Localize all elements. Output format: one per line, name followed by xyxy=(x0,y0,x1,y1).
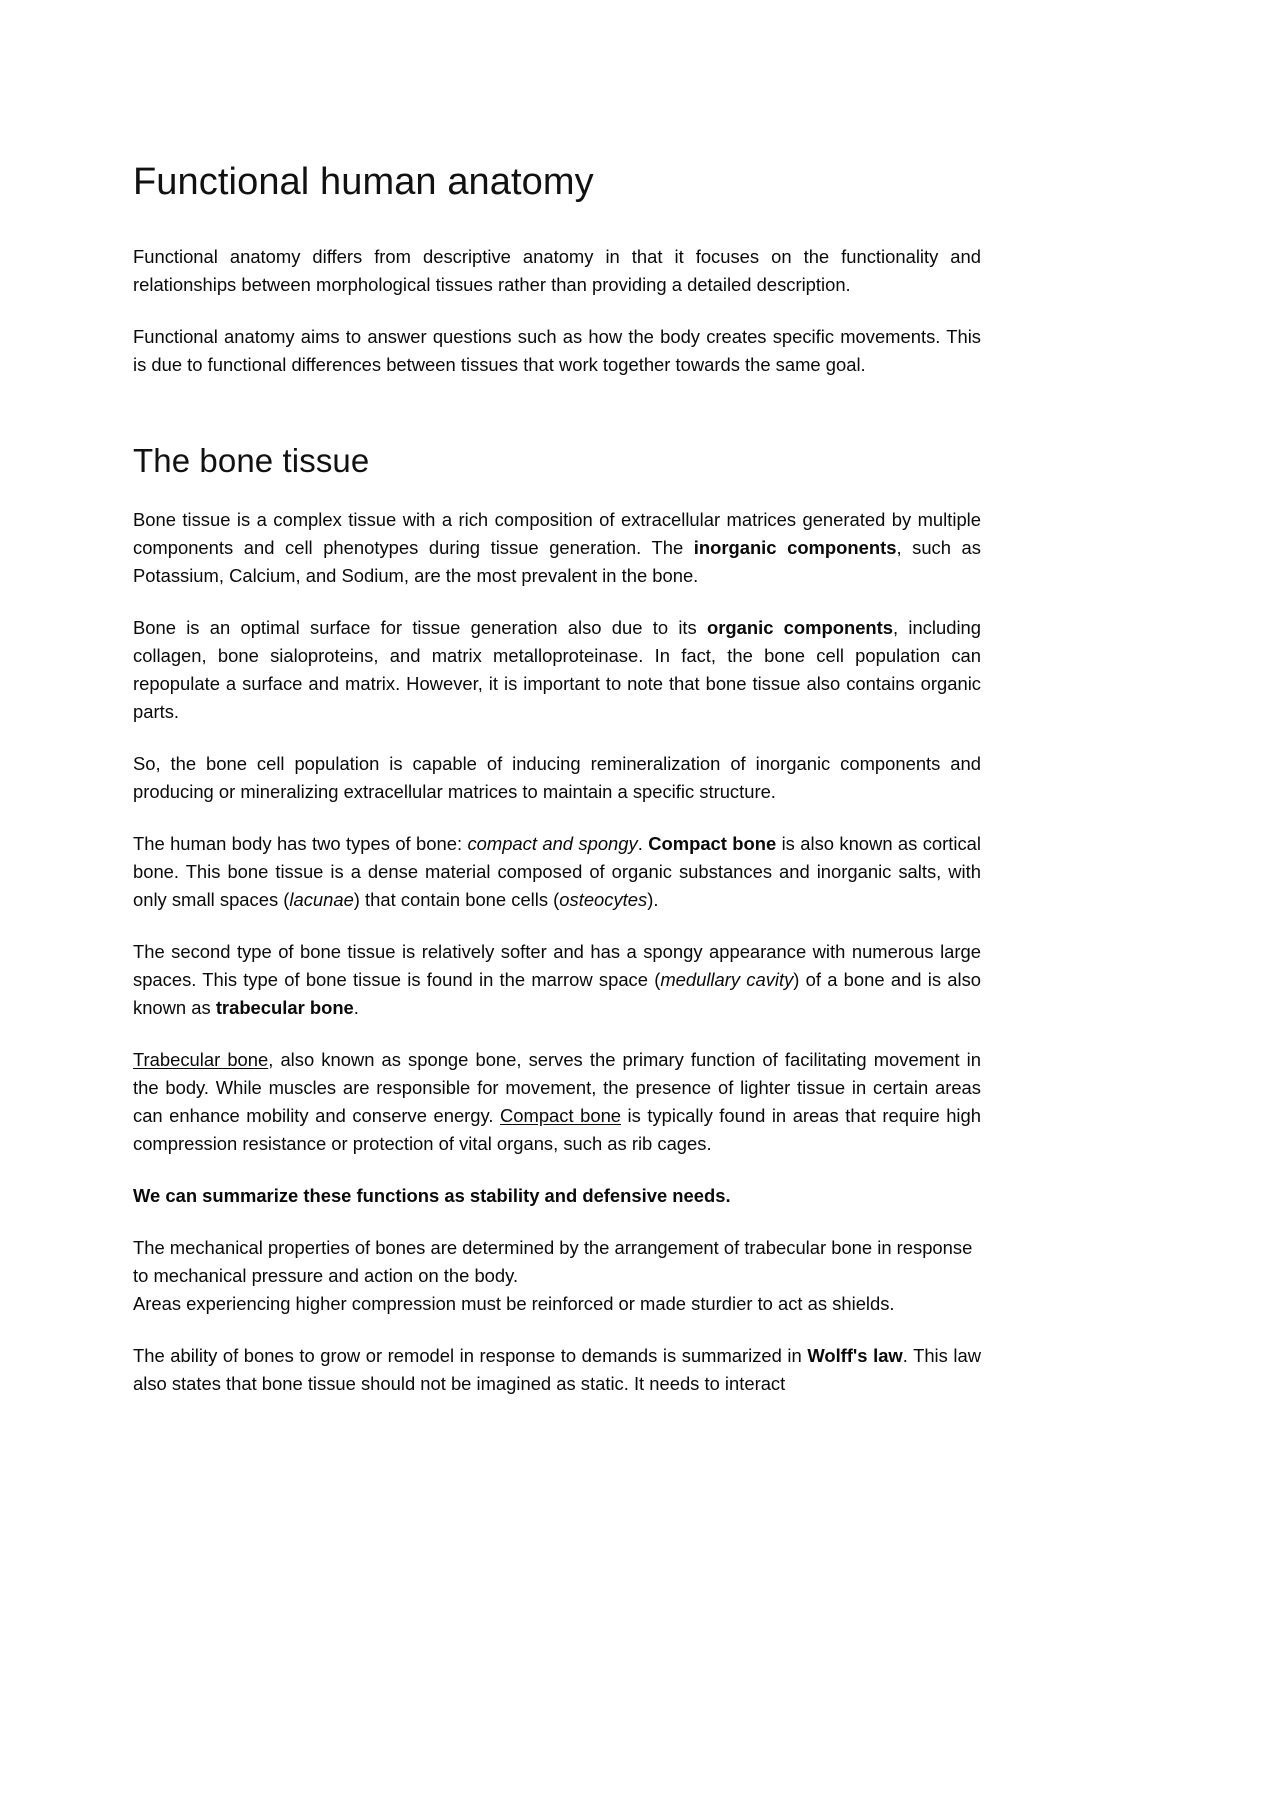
page-title: Functional human anatomy xyxy=(133,161,594,203)
paragraph-two-bone-types xyxy=(133,830,981,914)
paragraph-summary-statement: We can summarize these functions as stability and defensive needs. xyxy=(133,1184,731,1206)
paragraph-bone-composition xyxy=(133,506,981,590)
paragraph-intro-2: Functional anatomy aims to answer questions such as how the body creates specific movements. This is due to functional differences between tissues that work together towards the same goal. xyxy=(133,325,981,375)
run-text: Bone tissue is a complex tissue with a rich composition of extracellular matrices generated by multiple components and cell phenotypes during tissue generation. The xyxy=(133,509,981,559)
paragraph-remineralization: So, the bone cell population is capable of inducing remineralization of inorganic components and producing or mineralizing extracellular matrices to maintain a specific structure. xyxy=(133,753,981,803)
run-underline-compact-bone: Compact bone xyxy=(500,1104,622,1126)
run-text: , also known as sponge bone, serves the primary function of facilitating movement in the body. While muscles are responsible for movement, the presence of lighter tissue in certain areas can enhance mobility and conserve energy. xyxy=(133,1048,981,1126)
run-italic-medullary-cavity: medullary cavity xyxy=(660,968,794,990)
run-text: The second type of bone tissue is relatively softer and has a spongy appearance with numerous large spaces. This type of bone tissue is found in the marrow space ( xyxy=(133,940,981,990)
run-text: The human body has two types of bone: xyxy=(133,833,468,855)
run-bold-wolffs-law: Wolff's law xyxy=(807,1344,903,1366)
paragraph-wolffs-law xyxy=(133,1342,981,1398)
run-text: ) of a bone and is also known as xyxy=(133,968,981,1018)
run-text: is typically found in areas that require high compression resistance or protection of vital organs, such as rib cages. xyxy=(133,1104,981,1154)
paragraph-trabecular-function xyxy=(133,1046,981,1158)
run-text: ) that contain bone cells ( xyxy=(353,888,560,910)
paragraph-spongy-bone xyxy=(133,938,981,1022)
run-bold-compact-bone: Compact bone xyxy=(648,833,777,855)
run-text: is also known as cortical bone. This bone tissue is a dense material composed of organic substances and inorganic salts, with only small spaces ( xyxy=(133,833,981,910)
run-text: . This law also states that bone tissue should not be imagined as static. It needs to interact xyxy=(133,1344,981,1394)
run-text: . xyxy=(637,833,649,855)
paragraph-mechanical-properties: The mechanical properties of bones are determined by the arrangement of trabecular bone in response to mechanical pressure and action on the body. xyxy=(133,1236,973,1286)
run-bold-organic-components: organic components xyxy=(707,617,894,639)
paragraph-organic-components xyxy=(133,614,981,726)
run-italic-compact-and-spongy: compact and spongy xyxy=(467,833,638,855)
run-text: . xyxy=(353,996,359,1018)
run-text: , including collagen, bone sialoproteins, and matrix metalloproteinase. In fact, the bone cell population can repopulate a surface and matrix. However, it is important to note that bone tissue also contains organic parts. xyxy=(133,617,981,723)
paragraph-compression-areas: Areas experiencing higher compression must be reinforced or made sturdier to act as shields. xyxy=(133,1292,895,1314)
run-text: , such as Potassium, Calcium, and Sodium, are the most prevalent in the bone. xyxy=(133,537,981,587)
run-bold-trabecular-bone: trabecular bone xyxy=(215,996,354,1018)
run-text: The ability of bones to grow or remodel in response to demands is summarized in xyxy=(133,1344,808,1366)
run-italic-osteocytes: osteocytes xyxy=(559,888,648,910)
run-italic-lacunae: lacunae xyxy=(289,888,354,910)
document-body xyxy=(133,160,981,1398)
run-text: ). xyxy=(647,888,659,910)
run-bold-inorganic-components: inorganic components xyxy=(693,537,897,559)
paragraph-intro-1: Functional anatomy differs from descriptive anatomy in that it focuses on the functionality and relationships between morphological tissues rather than providing a detailed description. xyxy=(133,245,981,295)
run-text: Bone is an optimal surface for tissue generation also due to its xyxy=(133,617,707,639)
section-heading-bone-tissue: The bone tissue xyxy=(133,441,370,479)
run-underline-trabecular-bone: Trabecular bone xyxy=(133,1048,269,1070)
